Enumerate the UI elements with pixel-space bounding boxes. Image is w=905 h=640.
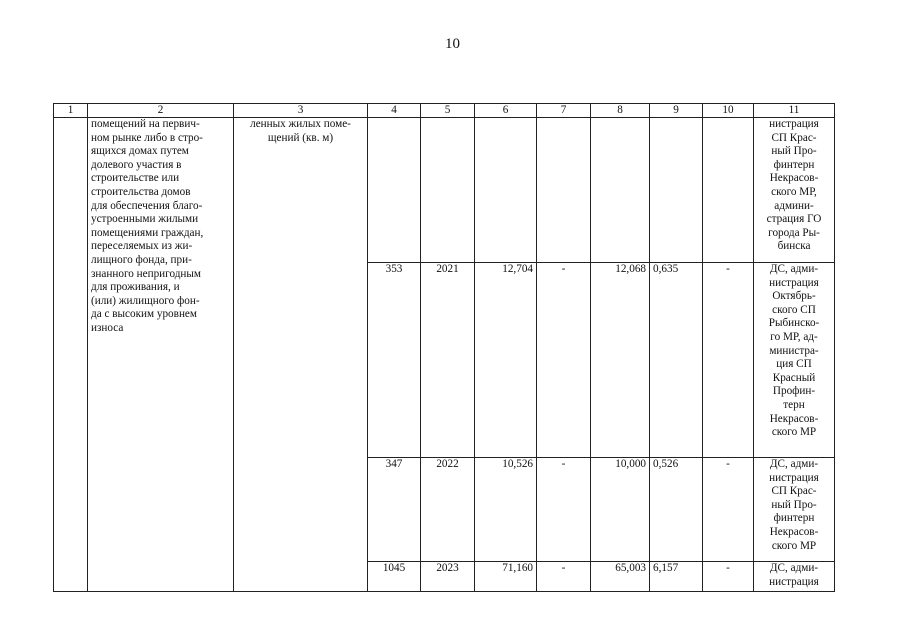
cell <box>421 118 475 263</box>
header-cell: 9 <box>650 104 703 118</box>
cell <box>537 118 591 263</box>
header-cell: 6 <box>475 104 537 118</box>
cell-c8: 12,068 <box>591 263 650 458</box>
cell-c7: - <box>537 562 591 592</box>
cell-c9: 6,157 <box>650 562 703 592</box>
cell-c5: 2021 <box>421 263 475 458</box>
cell <box>475 118 537 263</box>
cell-c11: ДС, адми- нистрация <box>754 562 835 592</box>
header-cell: 2 <box>88 104 234 118</box>
cell-c8: 10,000 <box>591 458 650 562</box>
header-cell: 11 <box>754 104 835 118</box>
cell <box>650 118 703 263</box>
cell-c9: 0,526 <box>650 458 703 562</box>
header-cell: 7 <box>537 104 591 118</box>
cell-c11: ДС, адми- нистрация СП Крас- ный Про- финтерн Некрасов- ского МР <box>754 458 835 562</box>
cell-c7: - <box>537 458 591 562</box>
cell-c7: - <box>537 263 591 458</box>
cell-c5: 2022 <box>421 458 475 562</box>
header-cell: 10 <box>703 104 754 118</box>
col3-description: ленных жилых поме- щений (кв. м) <box>234 118 368 592</box>
cell-c6: 71,160 <box>475 562 537 592</box>
cell-c4: 353 <box>368 263 421 458</box>
header-cell: 4 <box>368 104 421 118</box>
program-table <box>53 103 835 592</box>
cell-c8: 65,003 <box>591 562 650 592</box>
cell-c6: 12,704 <box>475 263 537 458</box>
cell-c6: 10,526 <box>475 458 537 562</box>
cell-c11: ДС, адми- нистрация Октябрь- ского СП Рыбинско- го МР, ад- министра- ция СП Красный Профин- терн Некрасов- ского МР <box>754 263 835 458</box>
cell-c10: - <box>703 458 754 562</box>
cell <box>591 118 650 263</box>
cell-c9: 0,635 <box>650 263 703 458</box>
header-cell: 3 <box>234 104 368 118</box>
col2-description: помещений на первич- ном рынке либо в стро- ящихся домах путем долевого участия в строительстве или строительства домов для обеспечения благо- устроенными жилыми помещениями граждан, переселяемых из жи- лищного фонда, при- знанного непригодным для проживания, и (или) жилищного фон- да с высоким уровнем износа <box>88 118 234 592</box>
table-row <box>54 118 835 263</box>
cell-c10: - <box>703 562 754 592</box>
cell-c4: 1045 <box>368 562 421 592</box>
cell <box>368 118 421 263</box>
cell-c5: 2023 <box>421 562 475 592</box>
cell-c10: - <box>703 263 754 458</box>
header-row <box>54 104 835 118</box>
header-cell: 5 <box>421 104 475 118</box>
col11-cell: нистрация СП Крас- ный Про- финтерн Некрасов- ского МР, админи- страция ГО города Ры- бинска <box>754 118 835 263</box>
cell-c4: 347 <box>368 458 421 562</box>
col1-cell <box>54 118 88 592</box>
page-number: 10 <box>445 36 460 52</box>
header-cell: 8 <box>591 104 650 118</box>
cell <box>703 118 754 263</box>
header-cell: 1 <box>54 104 88 118</box>
